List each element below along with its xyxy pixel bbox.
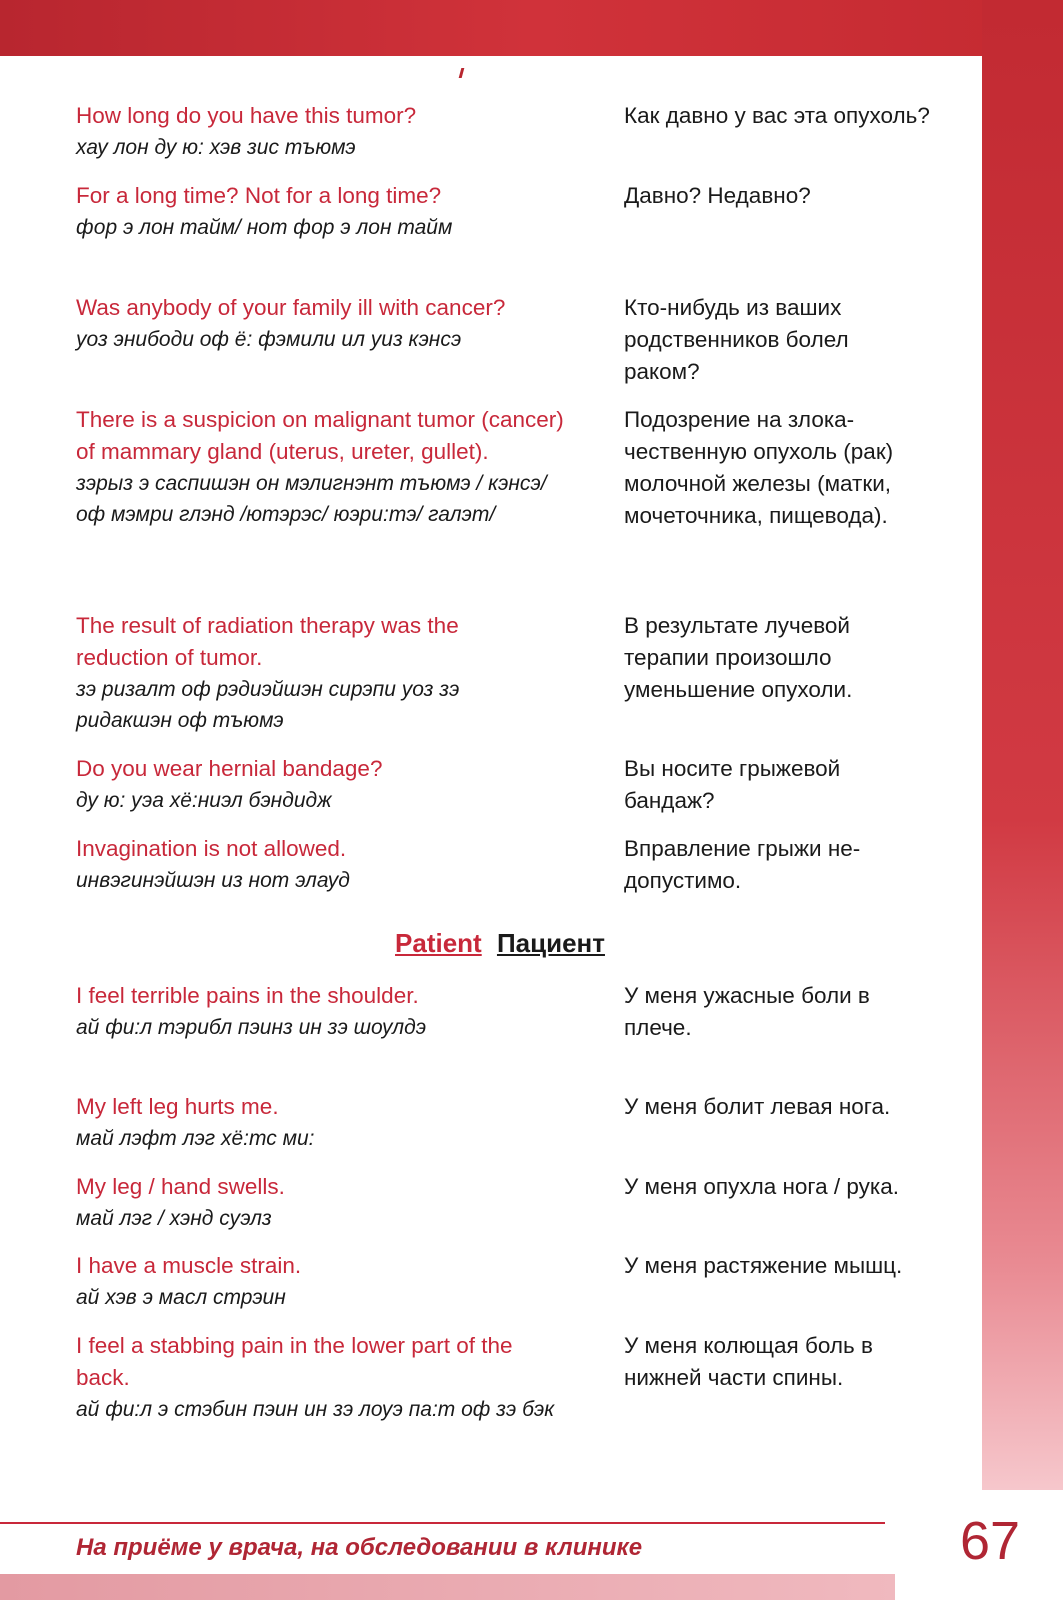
english-text: I feel terrible pains in the shoulder. [76, 983, 419, 1008]
russian-text: Кто-нибудь из ваших родственников болел раком? [624, 295, 849, 384]
russian-text: У меня болит левая нога. [624, 1094, 891, 1119]
phrase-russian-3 [624, 404, 924, 532]
transcription-text: ду ю: уэа хё:ниэл бэндидж [76, 789, 332, 812]
phrase-russian-7 [624, 980, 914, 1044]
english-text: I have a muscle strain. [76, 1253, 302, 1278]
russian-text: Давно? Недавно? [624, 183, 811, 208]
transcription-text: ай фи:л тэрибл пэинз ин зэ шоулдэ [76, 1016, 427, 1039]
russian-text: Вы носите грыжевой бандаж? [624, 756, 841, 813]
russian-text: Как давно у вас эта опухоль? [624, 103, 930, 128]
english-text: How long do you have this tumor? [76, 103, 417, 128]
phrase-english-2 [76, 292, 596, 355]
english-text: Do you wear hernial bandage? [76, 756, 383, 781]
english-text: My leg / hand swells. [76, 1174, 285, 1199]
english-text: For a long time? Not for a long time? [76, 183, 442, 208]
english-text: There is a suspicion on malignant tumor (cancer) of mammary gland (uterus, ureter, gullet). [76, 407, 564, 464]
english-text: Invagination is not allowed. [76, 836, 347, 861]
phrase-english-11 [76, 1330, 566, 1425]
right-decorative-band [982, 0, 1063, 1490]
phrase-english-8 [76, 1091, 576, 1154]
transcription-text: май лэг / хэнд суэлз [76, 1207, 272, 1230]
phrase-russian-6 [624, 833, 914, 897]
transcription-text: инвэгинэйшэн из нот элауд [76, 869, 350, 892]
phrase-english-1 [76, 180, 456, 243]
transcription-text: фор э лон тайм/ нот фор э лон тайм [76, 216, 453, 239]
english-text: The result of radiation therapy was the reduction of tumor. [76, 613, 459, 670]
phrase-russian-5 [624, 753, 904, 817]
phrase-russian-0 [624, 100, 954, 132]
russian-text: У меня опухла нога / рука. [624, 1174, 900, 1199]
section-heading-english: Patient [395, 928, 482, 958]
footer-divider [0, 1522, 885, 1524]
bottom-decorative-band [0, 1574, 895, 1600]
section-heading-russian: Пациент [496, 928, 605, 958]
phrase-english-6 [76, 833, 576, 896]
transcription-text: ай хэв э масл стрэин [76, 1286, 286, 1309]
top-decorative-band [0, 0, 1063, 56]
phrase-english-7 [76, 980, 496, 1043]
phrase-english-5 [76, 753, 576, 816]
russian-text: Подозрение на злока-чественную опухоль (рак) молочной железы (матки, мочеточника, пищевода). [624, 407, 894, 528]
english-text: I feel a stabbing pain in the lower part of the back. [76, 1333, 513, 1390]
russian-text: У меня растяжение мышц. [624, 1253, 903, 1278]
phrase-english-0 [76, 100, 576, 163]
phrase-english-4 [76, 610, 546, 736]
transcription-text: зэрыз э саспишэн он мэлигнэнт тъюмэ / кэнсэ/ оф мэмри глэнд /ютэрэс/ юэри:тэ/ галэт/ [76, 472, 547, 526]
running-footer: На приёме у врача, на обследовании в клинике [76, 1534, 643, 1561]
page-number: 67 [960, 1511, 1021, 1571]
english-text: My left leg hurts me. [76, 1094, 279, 1119]
phrase-english-10 [76, 1250, 576, 1313]
transcription-text: май лэфт лэг хё:тс ми: [76, 1127, 315, 1150]
phrase-russian-1 [624, 180, 954, 212]
russian-text: В результате лучевой терапии произошло уменьшение опухоли. [624, 613, 853, 702]
phrase-english-9 [76, 1171, 576, 1234]
phrase-russian-9 [624, 1171, 924, 1203]
phrase-russian-2 [624, 292, 914, 388]
section-heading [0, 928, 1000, 959]
transcription-text: хау лон ду ю: хэв зис тъюмэ [76, 136, 356, 159]
english-text: Was anybody of your family ill with cancer? [76, 295, 506, 320]
transcription-text: уоз энибоди оф ё: фэмили ил уиз кэнсэ [76, 328, 462, 351]
phrase-russian-8 [624, 1091, 904, 1123]
phrase-english-3 [76, 404, 576, 530]
russian-text: Вправление грыжи не-допустимо. [624, 836, 861, 893]
phrase-russian-10 [624, 1250, 904, 1282]
phrase-russian-4 [624, 610, 904, 706]
phrase-russian-11 [624, 1330, 924, 1394]
transcription-text: зэ ризалт оф рэдиэйшэн сирэпи уоз зэ ридакшэн оф тъюмэ [76, 678, 460, 732]
russian-text: У меня колющая боль в нижней части спины. [624, 1333, 873, 1390]
transcription-text: ай фи:л э стэбин пэин ин зэ лоуэ па:т оф зэ бэк [76, 1398, 555, 1421]
russian-text: У меня ужасные боли в плече. [624, 983, 870, 1040]
